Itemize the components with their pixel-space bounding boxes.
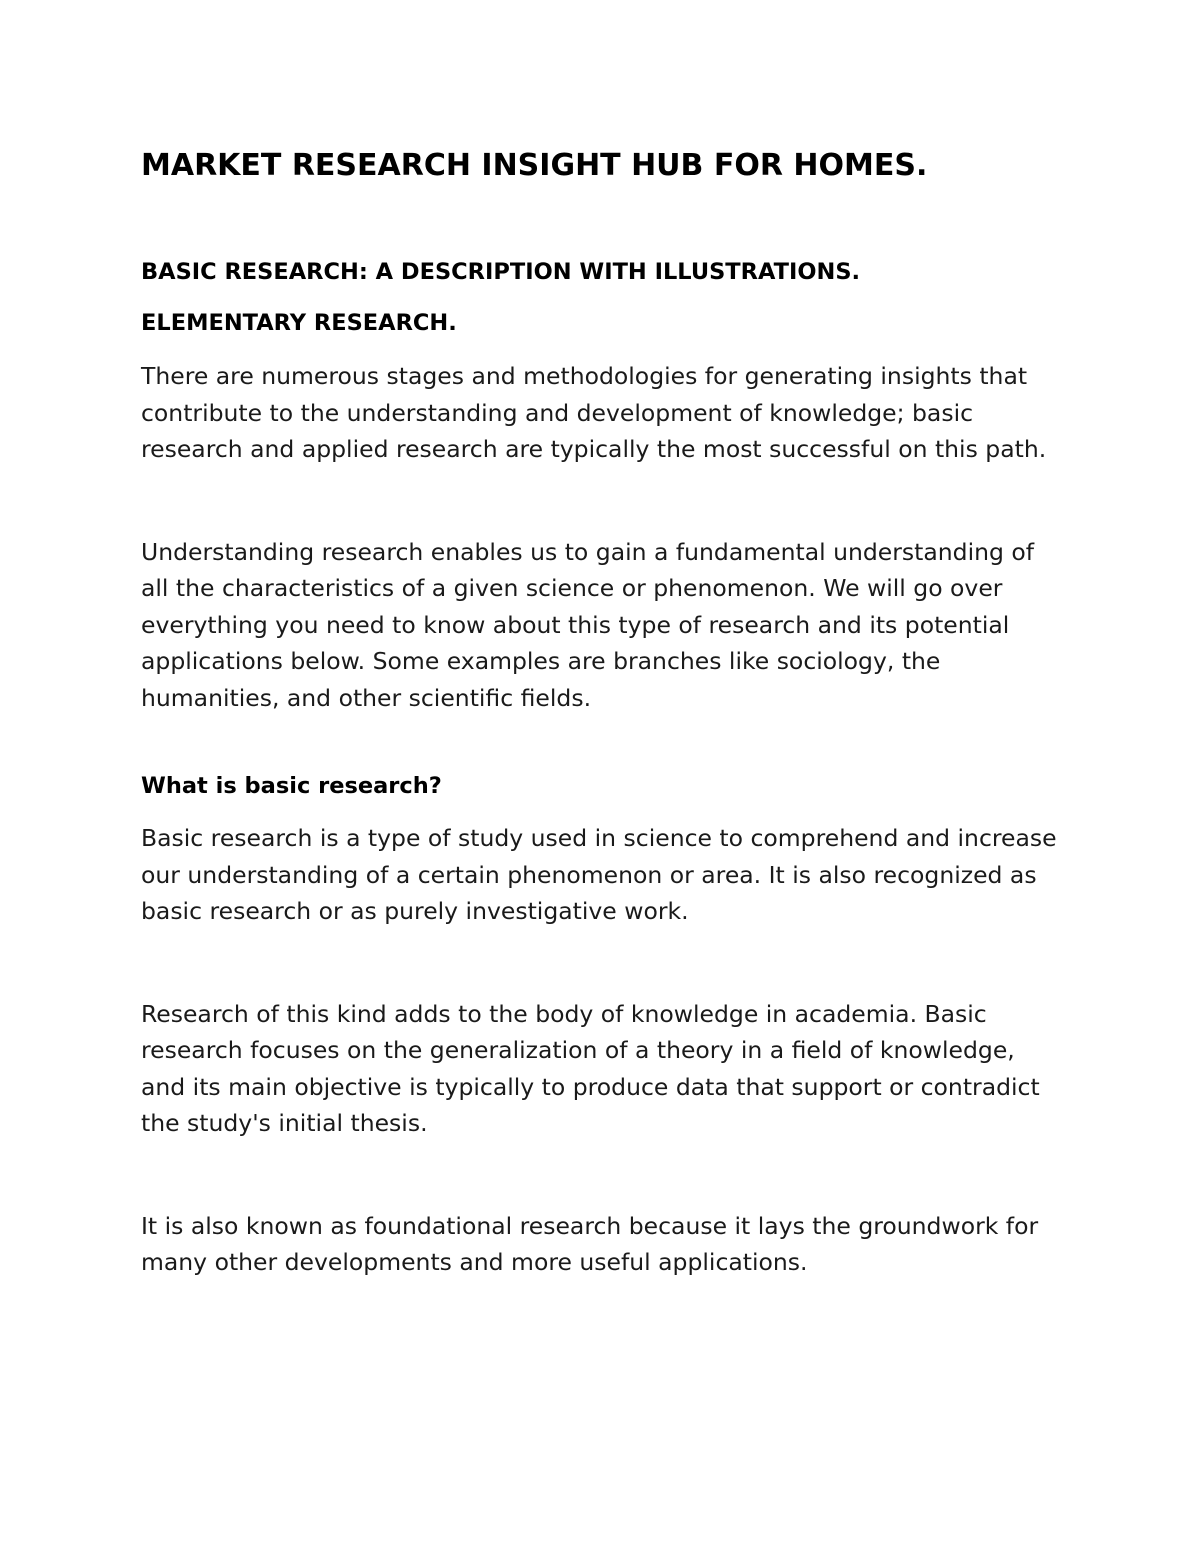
section-heading-what-is-basic-research: What is basic research? (141, 773, 442, 799)
paragraph-understanding-research: Understanding research enables us to gain a fundamental understanding of all the characteristics of a given science or phenomenon. We will go over everything you need to know about this type of research and its potential applications below. Some examples are branches like sociology, the humanities, and other scientific fields. (141, 537, 1035, 712)
paragraph-stages-methodologies: There are numerous stages and methodologies for generating insights that contribute to the understanding and development of knowledge; basic research and applied research are typically the most successful on this path. (141, 362, 1047, 463)
document-title: MARKET RESEARCH INSIGHT HUB FOR HOMES. (141, 148, 928, 183)
paragraph-foundational-research: It is also known as foundational research because it lays the groundwork for many other developments and more useful applications. (141, 1211, 1039, 1276)
section-heading-elementary-research: ELEMENTARY RESEARCH. (141, 310, 457, 336)
paragraph-basic-research-definition: Basic research is a type of study used in science to comprehend and increase our understanding of a certain phenomenon or area. It is also recognized as basic research or as purely investigative work. (141, 824, 1057, 925)
paragraph-body-of-knowledge: Research of this kind adds to the body of knowledge in academia. Basic research focuses on the generalization of a theory in a field of knowledge, and its main objective is typically to produce data that support or contradict the study's initial thesis. (141, 999, 1040, 1137)
section-heading-basic-research: BASIC RESEARCH: A DESCRIPTION WITH ILLUSTRATIONS. (141, 259, 861, 285)
document-content (141, 143, 1071, 1281)
